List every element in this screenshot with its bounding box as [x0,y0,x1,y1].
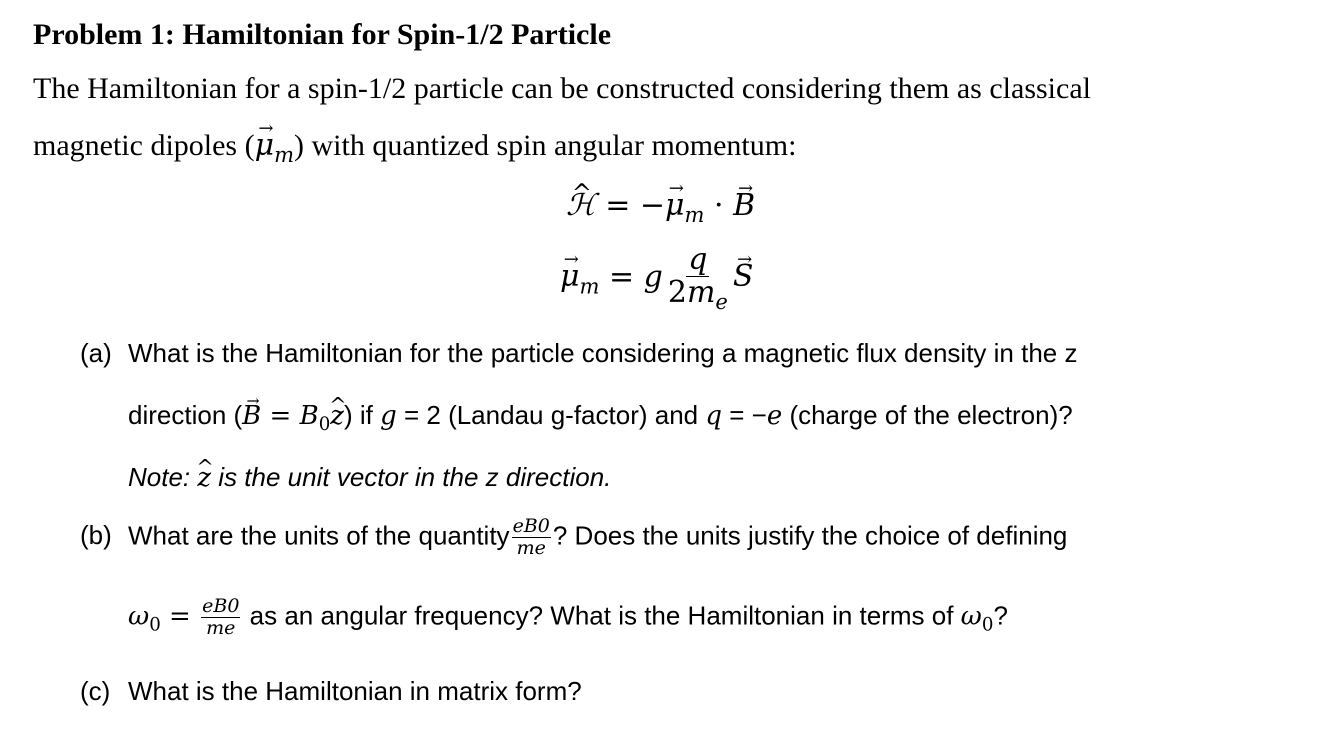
question-b-line-2: $\omega_0$ = $\frac{eB0}{me}$ as an angular frequency? What is the Hamiltonian in terms of $\omega_0$? [128,595,1008,639]
mu-vec: → μ [665,188,685,223]
charge-mass-fraction: $\frac{q}{2m_e}$ [667,242,728,314]
intro-text-a: magnetic dipoles ( [33,129,255,162]
eb0-over-me-fraction: $\frac{eB0}{me}$ [512,515,550,559]
intro-line-2 [33,128,796,167]
g-factor: g [643,259,663,295]
dot-operator: · [713,188,724,223]
equation-magnetic-moment: → $\mu_m = g$ $\frac{q}{2m_e}$ → S [560,244,753,313]
question-b-line-1: (b) What are the units of the quantity $\frac{eB0}{me}$ ? Does the units justify the choice of defining [80,515,1068,559]
equals-minus: = − [605,188,666,223]
question-c: (c) What is the Hamiltonian in matrix form? [80,676,582,706]
question-b-label: (b) [80,520,112,551]
intro-text-b: ) with quantized spin angular momentum: [294,129,797,162]
mu-vec-2: → μ [560,259,580,294]
question-a-line-2: direction (→ $B = B_0\^{}$ z) if g = 2 (Landau g-factor) and q = −e (charge of the electron)? [128,400,1073,435]
mu-symbol: → $\mu_m$ [255,128,294,163]
hamiltonian-symbol: ^ ℋ [566,188,596,223]
question-a-note: Note: ^ z is the unit vector in the z direction. [128,462,611,493]
b-field-vec: → B [733,188,755,223]
equals-sign: = [608,259,635,295]
problem-title: Problem 1: Hamiltonian for Spin-1/2 Particle [33,18,612,51]
intro-line-1: The Hamiltonian for a spin-1/2 particle can be constructed considering them as classical [33,72,1091,105]
equation-hamiltonian: ^ ℋ = −→ $\mu_m$ · → B [566,188,755,227]
spin-vec: → S [733,259,754,294]
question-a-label: (a) [80,338,112,368]
omega0-fraction: $\frac{eB0}{me}$ [202,595,240,639]
question-a-line-1: (a) What is the Hamiltonian for the particle considering a magnetic flux density in the z [80,338,1078,368]
question-c-label: (c) [80,676,111,706]
